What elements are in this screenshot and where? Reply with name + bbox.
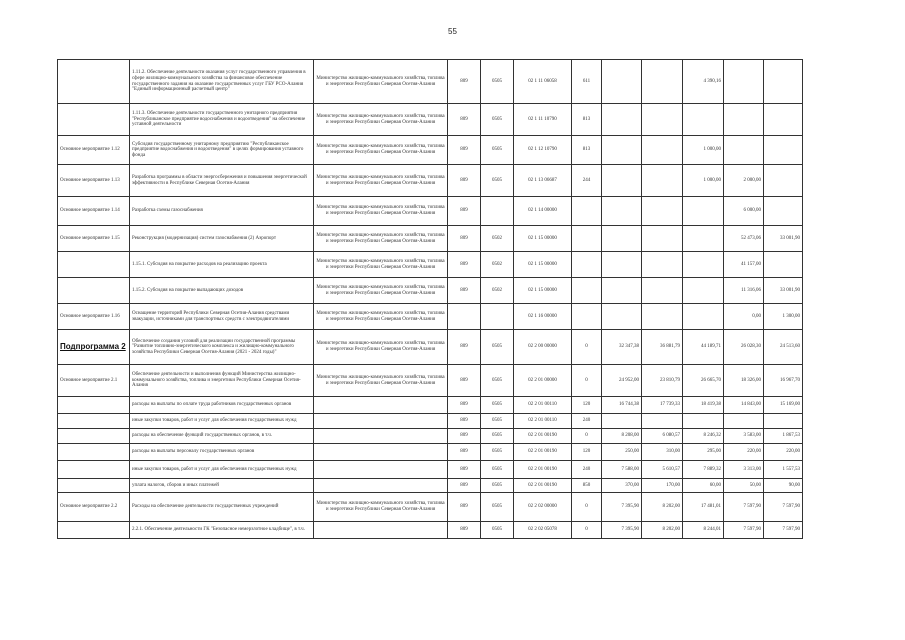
description-cell: расходы на обеспечение функций государственных органов, в т.ч. (130, 429, 314, 444)
value-cell (602, 136, 642, 165)
table-row (58, 461, 803, 479)
value-cell (764, 252, 803, 278)
value-cell: 170,00 (642, 479, 683, 493)
value-cell: 17 739,33 (642, 397, 683, 414)
table-row (58, 136, 803, 165)
table-row (58, 60, 803, 104)
value-cell (683, 414, 724, 429)
value-cell: 26 665,70 (683, 365, 724, 397)
grbs-cell: 809 (448, 444, 481, 461)
rzpr-cell (481, 197, 514, 226)
row-label-cell (58, 461, 130, 479)
grbs-cell: 809 (448, 414, 481, 429)
value-cell (602, 278, 642, 304)
budget-table (57, 59, 803, 539)
value-cell (602, 226, 642, 252)
csr-cell: 02 2 02 00000 (514, 493, 572, 522)
value-cell: 18 419,38 (683, 397, 724, 414)
row-label-cell: Основное мероприятие 1.16 (58, 304, 130, 330)
value-cell: 32 347,38 (602, 330, 642, 365)
value-cell (764, 104, 803, 136)
row-label-cell (58, 479, 130, 493)
value-cell: 295,00 (683, 444, 724, 461)
csr-cell: 02 2 01 00110 (514, 397, 572, 414)
row-label-cell (58, 522, 130, 539)
table-row (58, 365, 803, 397)
csr-cell: 02 2 01 00000 (514, 365, 572, 397)
executor-cell: Министерство жилищно-коммунального хозяйства, топлива и энергетики Республики Северная Осетия-Алания (314, 330, 448, 365)
table-row (58, 104, 803, 136)
value-cell (764, 197, 803, 226)
vr-cell (572, 304, 602, 330)
grbs-cell: 809 (448, 197, 481, 226)
vr-cell: 240 (572, 461, 602, 479)
value-cell: 16 744,38 (602, 397, 642, 414)
vr-cell (572, 197, 602, 226)
table-row (58, 165, 803, 197)
grbs-cell: 809 (448, 226, 481, 252)
value-cell (724, 414, 764, 429)
description-cell: иные закупки товаров, работ и услуг для обеспечения государственных нужд (130, 414, 314, 429)
row-label-cell (58, 414, 130, 429)
executor-cell (314, 429, 448, 444)
value-cell (602, 304, 642, 330)
table-row (58, 429, 803, 444)
executor-cell (314, 444, 448, 461)
executor-cell: Министерство жилищно-коммунального хозяйства, топлива и энергетики Республики Северная Осетия-Алания (314, 252, 448, 278)
value-cell: 17 481,01 (683, 493, 724, 522)
row-label-cell (58, 397, 130, 414)
value-cell (642, 278, 683, 304)
value-cell (683, 304, 724, 330)
value-cell (764, 165, 803, 197)
grbs-cell: 809 (448, 522, 481, 539)
row-label-cell: Основное мероприятие 1.15 (58, 226, 130, 252)
value-cell: 5 610,57 (642, 461, 683, 479)
row-label-cell: Подпрограмма 2 (58, 330, 130, 365)
value-cell: 16 967,70 (764, 365, 803, 397)
value-cell: 8 244,01 (683, 522, 724, 539)
row-label-cell: Основное мероприятие 2.2 (58, 493, 130, 522)
csr-cell: 02 1 13 06687 (514, 165, 572, 197)
rzpr-cell: 0505 (481, 414, 514, 429)
csr-cell: 02 1 15 00000 (514, 226, 572, 252)
rzpr-cell: 0505 (481, 136, 514, 165)
executor-cell (314, 461, 448, 479)
value-cell (683, 278, 724, 304)
rzpr-cell: 0505 (481, 60, 514, 104)
grbs-cell: 809 (448, 136, 481, 165)
rzpr-cell: 0505 (481, 461, 514, 479)
description-cell: 1.11.2. Обеспечение деятельности оказания услуг государственного управления в сфере жилищно-коммунального хозяйства за финансовое обеспечение государственного задания на оказание государственных услуг ГБУ РСО-Алания "Единый информационный расчетный центр" (130, 60, 314, 104)
vr-cell: 0 (572, 522, 602, 539)
description-cell: 1.11.3. Обеспечение деятельности государственного унитарного предприятия "Республиканское предприятие водоснабжения и водоотведения" на обеспечение уставной деятельности (130, 104, 314, 136)
value-cell (642, 226, 683, 252)
executor-cell: Министерство жилищно-коммунального хозяйства, топлива и энергетики Республики Северная Осетия-Алания (314, 365, 448, 397)
row-label-cell (58, 444, 130, 461)
value-cell: 8 208,00 (602, 429, 642, 444)
table-row (58, 493, 803, 522)
value-cell: 7 588,00 (602, 461, 642, 479)
vr-cell: 240 (572, 414, 602, 429)
vr-cell: 611 (572, 60, 602, 104)
grbs-cell (448, 304, 481, 330)
table-row (58, 226, 803, 252)
grbs-cell: 809 (448, 493, 481, 522)
value-cell (602, 414, 642, 429)
value-cell: 4 390,16 (683, 60, 724, 104)
rzpr-cell: 0505 (481, 479, 514, 493)
value-cell (642, 136, 683, 165)
page-number: 55 (448, 27, 457, 36)
value-cell: 220,00 (724, 444, 764, 461)
value-cell: 24 952,00 (602, 365, 642, 397)
table-row (58, 414, 803, 429)
value-cell: 15 169,00 (764, 397, 803, 414)
value-cell: 8 202,00 (642, 493, 683, 522)
executor-cell (314, 397, 448, 414)
grbs-cell: 809 (448, 165, 481, 197)
value-cell: 7 597,90 (724, 522, 764, 539)
executor-cell: Министерство жилищно-коммунального хозяйства, топлива и энергетики Республики Северная Осетия-Алания (314, 104, 448, 136)
value-cell (642, 197, 683, 226)
vr-cell (572, 278, 602, 304)
value-cell (764, 414, 803, 429)
value-cell: 370,00 (602, 479, 642, 493)
csr-cell: 02 2 00 00000 (514, 330, 572, 365)
grbs-cell: 809 (448, 252, 481, 278)
row-label-cell: Основное мероприятие 1.13 (58, 165, 130, 197)
executor-cell: Министерство жилищно-коммунального хозяйства, топлива и энергетики Республики Северная Осетия-Алания (314, 165, 448, 197)
row-label-cell (58, 252, 130, 278)
grbs-cell: 809 (448, 278, 481, 304)
value-cell: 26 028,30 (724, 330, 764, 365)
description-cell: расходы на выплаты по оплате труда работников государственных органов (130, 397, 314, 414)
value-cell (602, 60, 642, 104)
table-row (58, 278, 803, 304)
csr-cell: 02 2 01 00190 (514, 461, 572, 479)
csr-cell: 02 2 01 00190 (514, 479, 572, 493)
value-cell (683, 104, 724, 136)
value-cell (683, 226, 724, 252)
grbs-cell: 809 (448, 397, 481, 414)
value-cell: 310,00 (642, 444, 683, 461)
value-cell (683, 197, 724, 226)
executor-cell: Министерство жилищно-коммунального хозяйства, топлива и энергетики Республики Северная Осетия-Алания (314, 304, 448, 330)
value-cell: 250,00 (602, 444, 642, 461)
value-cell: 90,00 (764, 479, 803, 493)
csr-cell: 02 1 14 00000 (514, 197, 572, 226)
value-cell: 33 001,90 (764, 278, 803, 304)
executor-cell: Министерство жилищно-коммунального хозяйства, топлива и энергетики Республики Северная Осетия-Алания (314, 197, 448, 226)
value-cell: 24 513,60 (764, 330, 803, 365)
rzpr-cell (481, 304, 514, 330)
executor-cell (314, 414, 448, 429)
vr-cell: 0 (572, 493, 602, 522)
rzpr-cell: 0505 (481, 444, 514, 461)
row-label-cell: Основное мероприятие 1.14 (58, 197, 130, 226)
value-cell (764, 136, 803, 165)
value-cell (642, 414, 683, 429)
grbs-cell: 809 (448, 330, 481, 365)
value-cell: 18 326,00 (724, 365, 764, 397)
description-cell: Обеспечение деятельности и выполнения функций Министерства жилищно-коммунального хозяйства, топлива и энергетики Республики Северная Осетия-Алания (130, 365, 314, 397)
value-cell (602, 252, 642, 278)
value-cell (683, 252, 724, 278)
executor-cell (314, 522, 448, 539)
rzpr-cell: 0505 (481, 397, 514, 414)
value-cell: 1 867,53 (764, 429, 803, 444)
executor-cell (314, 479, 448, 493)
rzpr-cell: 0505 (481, 104, 514, 136)
value-cell (602, 104, 642, 136)
value-cell: 23 810,79 (642, 365, 683, 397)
rzpr-cell: 0505 (481, 493, 514, 522)
value-cell: 41 157,00 (724, 252, 764, 278)
rzpr-cell: 0505 (481, 429, 514, 444)
row-label-cell (58, 60, 130, 104)
description-cell: Субсидия государственному унитарному предприятию "Республиканское предприятие водоснабжения и водоотведения" в целях формирования уставного фонда (130, 136, 314, 165)
value-cell (642, 252, 683, 278)
rzpr-cell: 0505 (481, 522, 514, 539)
rzpr-cell: 0505 (481, 365, 514, 397)
value-cell (724, 104, 764, 136)
executor-cell: Министерство жилищно-коммунального хозяйства, топлива и энергетики Республики Северная Осетия-Алания (314, 493, 448, 522)
row-label-cell: Основное мероприятие 1.12 (58, 136, 130, 165)
value-cell: 44 189,71 (683, 330, 724, 365)
value-cell (642, 304, 683, 330)
value-cell (724, 60, 764, 104)
value-cell (642, 104, 683, 136)
description-cell: Оснащение территорий Республики Северная Осетия-Алания средствами эвакуации, источниками для транспортных средств с электродвигателями (130, 304, 314, 330)
csr-cell: 02 1 11 06058 (514, 60, 572, 104)
value-cell: 7 597,90 (724, 493, 764, 522)
grbs-cell: 809 (448, 429, 481, 444)
value-cell: 7 597,90 (764, 493, 803, 522)
description-cell: 1.15.2. Субсидия на покрытие выпадающих доходов (130, 278, 314, 304)
value-cell (602, 197, 642, 226)
row-label-cell: Основное мероприятие 2.1 (58, 365, 130, 397)
rzpr-cell: 0502 (481, 278, 514, 304)
value-cell: 0,00 (724, 304, 764, 330)
value-cell: 8 202,00 (642, 522, 683, 539)
value-cell: 60,00 (683, 479, 724, 493)
vr-cell: 0 (572, 365, 602, 397)
executor-cell: Министерство жилищно-коммунального хозяйства, топлива и энергетики Республики Северная Осетия-Алания (314, 226, 448, 252)
description-cell: Разработка программы в области энергосбережения и повышения энергетической эффективности в Республике Северная Осетия-Алания (130, 165, 314, 197)
description-cell: Расходы на обеспечение деятельности государственных учреждений (130, 493, 314, 522)
value-cell: 6 080,57 (642, 429, 683, 444)
csr-cell: 02 2 01 00190 (514, 429, 572, 444)
value-cell: 7 597,90 (764, 522, 803, 539)
vr-cell: 0 (572, 330, 602, 365)
description-cell: 2.2.1. Обеспечение деятельности ГК "Безопасное немерзлотное кладбище", в т.ч. (130, 522, 314, 539)
table-row (58, 479, 803, 493)
vr-cell (572, 226, 602, 252)
value-cell: 1 557,53 (764, 461, 803, 479)
rzpr-cell: 0502 (481, 226, 514, 252)
executor-cell: Министерство жилищно-коммунального хозяйства, топлива и энергетики Республики Северная Осетия-Алания (314, 60, 448, 104)
csr-cell: 02 1 15 00000 (514, 252, 572, 278)
value-cell (642, 165, 683, 197)
vr-cell: 120 (572, 397, 602, 414)
description-cell: уплата налогов, сборов и иных платежей (130, 479, 314, 493)
csr-cell: 02 1 15 00000 (514, 278, 572, 304)
value-cell: 7 395,90 (602, 522, 642, 539)
csr-cell: 02 1 16 00000 (514, 304, 572, 330)
value-cell (764, 60, 803, 104)
rzpr-cell: 0502 (481, 252, 514, 278)
value-cell: 36 881,79 (642, 330, 683, 365)
value-cell: 1 000,00 (683, 165, 724, 197)
vr-cell: 244 (572, 165, 602, 197)
value-cell: 220,00 (764, 444, 803, 461)
value-cell: 7 395,90 (602, 493, 642, 522)
value-cell: 52 473,06 (724, 226, 764, 252)
value-cell: 3 583,00 (724, 429, 764, 444)
table-row (58, 252, 803, 278)
grbs-cell: 809 (448, 104, 481, 136)
description-cell: Реконструкция (модернизация) систем газоснабжения (2) Аэропорт (130, 226, 314, 252)
row-label-cell (58, 429, 130, 444)
table-row (58, 304, 803, 330)
executor-cell: Министерство жилищно-коммунального хозяйства, топлива и энергетики Республики Северная Осетия-Алания (314, 136, 448, 165)
value-cell: 14 843,00 (724, 397, 764, 414)
value-cell (602, 165, 642, 197)
value-cell: 11 316,06 (724, 278, 764, 304)
value-cell (642, 60, 683, 104)
value-cell (724, 136, 764, 165)
rzpr-cell: 0505 (481, 165, 514, 197)
value-cell: 2 000,00 (724, 165, 764, 197)
grbs-cell: 809 (448, 365, 481, 397)
grbs-cell: 809 (448, 461, 481, 479)
description-cell: Разработка схемы газоснабжения (130, 197, 314, 226)
executor-cell: Министерство жилищно-коммунального хозяйства, топлива и энергетики Республики Северная Осетия-Алания (314, 278, 448, 304)
vr-cell: 813 (572, 104, 602, 136)
value-cell: 50,00 (724, 479, 764, 493)
vr-cell: 813 (572, 136, 602, 165)
description-cell: Обеспечение создания условий для реализации государственной программы "Развитие топливно-энергетического комплекса и жилищно-коммунального хозяйства Республики Северная Осетия-Алания (2021 - 2024 годы)" (130, 330, 314, 365)
csr-cell: 02 1 11 10790 (514, 104, 572, 136)
value-cell: 8 246,32 (683, 429, 724, 444)
table-row (58, 444, 803, 461)
value-cell: 1 300,00 (764, 304, 803, 330)
vr-cell: 120 (572, 444, 602, 461)
description-cell: иные закупки товаров, работ и услуг для обеспечения государственных нужд (130, 461, 314, 479)
description-cell: расходы на выплаты персоналу государственных органов (130, 444, 314, 461)
table-row (58, 197, 803, 226)
csr-cell: 02 1 12 10790 (514, 136, 572, 165)
vr-cell (572, 252, 602, 278)
vr-cell: 0 (572, 429, 602, 444)
value-cell: 33 001,90 (764, 226, 803, 252)
row-label-cell (58, 104, 130, 136)
table-row (58, 330, 803, 365)
csr-cell: 02 2 01 00190 (514, 444, 572, 461)
value-cell: 7 889,32 (683, 461, 724, 479)
vr-cell: 850 (572, 479, 602, 493)
grbs-cell: 809 (448, 60, 481, 104)
value-cell: 6 000,00 (724, 197, 764, 226)
value-cell: 1 000,00 (683, 136, 724, 165)
table-row (58, 522, 803, 539)
value-cell: 3 313,00 (724, 461, 764, 479)
description-cell: 1.15.1. Субсидия на покрытие расходов на реализацию проекта (130, 252, 314, 278)
grbs-cell: 809 (448, 479, 481, 493)
table-row (58, 397, 803, 414)
row-label-cell (58, 278, 130, 304)
rzpr-cell: 0505 (481, 330, 514, 365)
csr-cell: 02 2 01 00110 (514, 414, 572, 429)
csr-cell: 02 2 02 05078 (514, 522, 572, 539)
